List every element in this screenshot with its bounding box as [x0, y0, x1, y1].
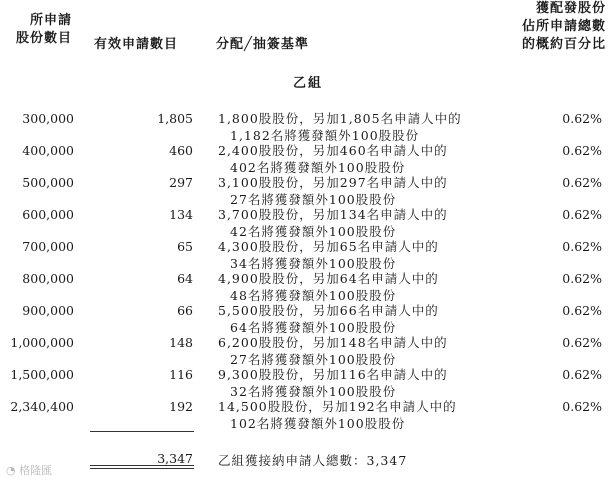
- total-accepted-text: 乙組獲接納申請人總數：3,347: [218, 453, 408, 468]
- watermark-logo: [6, 462, 52, 478]
- table-row: [0, 270, 616, 304]
- percentage-cell: 0.62%: [562, 207, 602, 222]
- valid-applications-cell: 1,805: [157, 111, 193, 126]
- allocation-basis-line2: 27名將獲發額外100股股份: [230, 352, 397, 367]
- shares-applied-cell: 900,000: [22, 303, 74, 318]
- allocation-basis-line2: 48名將獲發額外100股股份: [230, 288, 397, 303]
- header-approx-percentage-line1: 獲配發股份: [535, 1, 606, 16]
- valid-applications-cell: 460: [169, 143, 193, 158]
- percentage-cell: 0.62%: [562, 303, 602, 318]
- percentage-cell: 0.62%: [562, 143, 602, 158]
- allocation-basis-line2: 34名將獲發額外100股股份: [230, 256, 397, 271]
- allocation-basis-cell: [218, 270, 439, 304]
- table-row: [0, 302, 616, 336]
- valid-applications-cell: 64: [177, 271, 193, 286]
- shares-applied-cell: 500,000: [22, 175, 74, 190]
- allocation-basis-cell: [218, 110, 462, 144]
- percentage-cell: 0.62%: [562, 271, 602, 286]
- table-row: [0, 142, 616, 176]
- watermark-icon: ◔: [6, 464, 16, 477]
- allocation-basis-line1: 5,500股股份，另加66名申請人中的: [218, 303, 439, 318]
- allocation-basis-cell: [218, 302, 439, 336]
- percentage-cell: 0.62%: [562, 367, 602, 382]
- valid-applications-cell: 134: [169, 207, 193, 222]
- allocation-basis-line1: 3,700股股份，另加134名申請人中的: [218, 207, 448, 222]
- allocation-basis-line2: 27名將獲發額外100股股份: [230, 192, 397, 207]
- shares-applied-cell: 700,000: [22, 239, 74, 254]
- allocation-basis-line1: 14,500股股份，另加192名申請人中的: [218, 399, 457, 414]
- table-row: [0, 366, 616, 400]
- shares-applied-cell: 300,000: [22, 111, 74, 126]
- allocation-basis-line1: 6,200股股份，另加148名申請人中的: [218, 335, 448, 350]
- allocation-basis-line2: 64名將獲發額外100股股份: [230, 320, 397, 335]
- valid-applications-cell: 116: [169, 367, 193, 382]
- percentage-cell: 0.62%: [562, 335, 602, 350]
- header-approx-percentage-line3: 的概約百分比: [521, 37, 606, 52]
- allocation-basis-line1: 4,900股股份，另加64名申請人中的: [218, 271, 439, 286]
- allocation-basis-line1: 2,400股股份，另加460名申請人中的: [218, 143, 448, 158]
- shares-applied-cell: 400,000: [22, 143, 74, 158]
- group-title: 乙組: [292, 76, 323, 91]
- allocation-basis-line1: 4,300股股份，另加65名申請人中的: [218, 239, 439, 254]
- header-approx-percentage-line2: 佔所申請總數: [521, 19, 606, 34]
- allocation-basis-cell: [218, 174, 448, 208]
- table-row: [0, 174, 616, 208]
- table-row: [0, 398, 616, 432]
- table-row: [0, 206, 616, 240]
- allocation-basis-cell: [218, 238, 439, 272]
- shares-applied-cell: 800,000: [22, 271, 74, 286]
- header-shares-applied-line2: 股份數目: [15, 31, 72, 46]
- valid-applications-cell: 297: [169, 175, 193, 190]
- valid-applications-cell: 148: [169, 335, 193, 350]
- allocation-basis-cell: [218, 334, 448, 368]
- total-double-rule: [90, 465, 194, 469]
- valid-applications-cell: 66: [177, 303, 193, 318]
- allocation-basis-cell: [218, 206, 448, 240]
- allocation-basis-line2: 402名將獲發額外100股股份: [230, 160, 406, 175]
- percentage-cell: 0.62%: [562, 399, 602, 414]
- shares-applied-cell: 600,000: [22, 207, 74, 222]
- header-shares-applied-line1: 所申請: [29, 13, 72, 28]
- allocation-basis-line2: 1,182名將獲發額外100股股份: [230, 128, 420, 143]
- allocation-basis-line2: 42名將獲發額外100股股份: [230, 224, 397, 239]
- watermark-text: 格隆匯: [19, 464, 53, 477]
- header-shares-applied: [10, 12, 72, 48]
- percentage-cell: 0.62%: [562, 111, 602, 126]
- total-applications: 3,347: [157, 451, 193, 466]
- table-row: [0, 110, 616, 144]
- allocation-basis-line2: 102名將獲發額外100股股份: [230, 416, 406, 431]
- shares-applied-cell: 1,000,000: [10, 335, 74, 350]
- header-approx-percentage: [522, 0, 606, 54]
- shares-applied-cell: 1,500,000: [10, 367, 74, 382]
- allocation-basis-cell: [218, 366, 448, 400]
- allocation-basis-line1: 9,300股股份，另加116名申請人中的: [218, 367, 448, 382]
- header-basis-of-allocation: 分配╱抽簽基準: [216, 37, 309, 52]
- allocation-basis-cell: [218, 398, 457, 432]
- allocation-basis-line1: 1,800股股份，另加1,805名申請人中的: [218, 111, 462, 126]
- subtotal-rule: [90, 431, 194, 432]
- valid-applications-cell: 65: [177, 239, 193, 254]
- valid-applications-cell: 192: [169, 399, 193, 414]
- allocation-basis-line2: 32名將獲發額外100股股份: [230, 384, 397, 399]
- percentage-cell: 0.62%: [562, 175, 602, 190]
- shares-applied-cell: 2,340,400: [10, 399, 74, 414]
- table-row: [0, 238, 616, 272]
- percentage-cell: 0.62%: [562, 239, 602, 254]
- header-valid-applications: 有效申請數目: [94, 37, 179, 52]
- allocation-basis-line1: 3,100股股份，另加297名申請人中的: [218, 175, 448, 190]
- allocation-basis-cell: [218, 142, 448, 176]
- table-row: [0, 334, 616, 368]
